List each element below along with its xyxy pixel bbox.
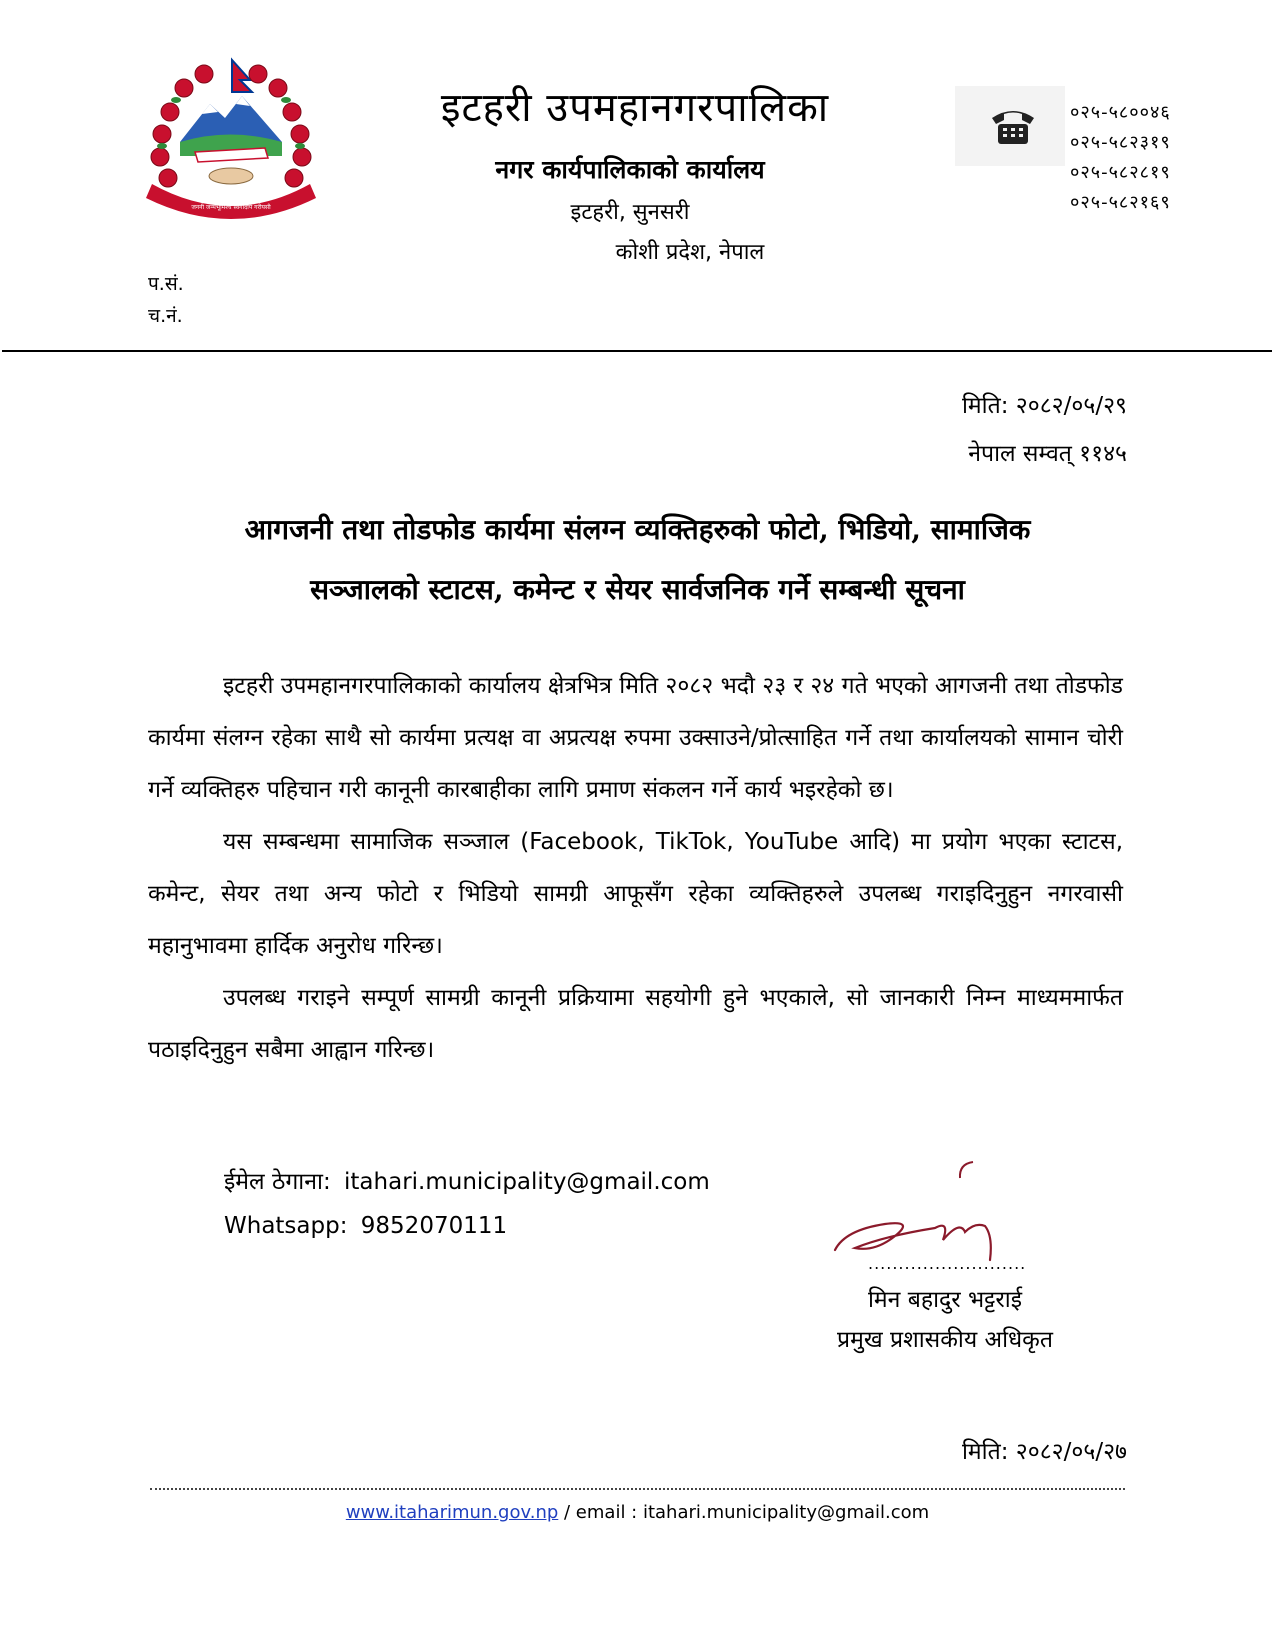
signing-date: मिति: २०८२/०५/२७ [961, 1439, 1127, 1465]
footer-separator: / email : [558, 1502, 643, 1523]
whatsapp-row [224, 1204, 710, 1248]
signer-title: प्रमुख प्रशासकीय अधिकृत [837, 1327, 1053, 1353]
email-address[interactable]: itahari.municipality@gmail.com [344, 1169, 710, 1195]
footer-divider [150, 1488, 1125, 1490]
phone-number: ०२५-५८२३१९ [1070, 132, 1171, 153]
org-subtitle: नगर कार्यपालिकाको कार्यालय [495, 155, 765, 184]
issue-date: मिति: २०८२/०५/२९ [961, 393, 1127, 419]
footer [150, 1502, 1125, 1523]
subject-line: आगजनी तथा तोडफोड कार्यमा संलग्न व्यक्तिहरुको फोटो, भिडियो, सामाजिक [244, 513, 1031, 546]
org-title: इटहरी उपमहानगरपालिका [440, 85, 830, 131]
subject-line: सञ्जालको स्टाटस, कमेन्ट र सेयर सार्वजनिक गर्ने सम्बन्धी सूचना [310, 573, 965, 606]
telephone-icon [988, 104, 1038, 148]
contact-block [224, 1160, 710, 1248]
email-label: ईमेल ठेगाना: [224, 1169, 331, 1195]
whatsapp-label: Whatsapp: [224, 1213, 348, 1239]
notice-body [148, 660, 1123, 1076]
signer-name: मिन बहादुर भट्टराई [867, 1287, 1023, 1313]
email-row [224, 1160, 710, 1204]
phone-number: ०२५-५८२१६९ [1070, 192, 1171, 213]
reference-number: प.सं. [148, 273, 184, 295]
nepal-emblem-icon [140, 52, 322, 222]
emblem-ribbon-text: जननी जन्मभूमिश्च स्वर्गादपि गरीयसी [191, 204, 271, 211]
dispatch-number: च.नं. [148, 305, 183, 327]
phone-number: ०२५-५८२८१९ [1070, 162, 1171, 183]
header-divider [2, 350, 1272, 352]
org-city: इटहरी, सुनसरी [570, 200, 690, 225]
website-link[interactable]: www.itaharimun.gov.np [345, 1502, 559, 1523]
notice-subject [150, 500, 1125, 620]
body-paragraph: इटहरी उपमहानगरपालिकाको कार्यालय क्षेत्रभित्र मिति २०८२ भदौ २३ र २४ गते भएको आगजनी तथा तोडफोड कार्यमा संलग्न रहेका साथै सो कार्यमा प्रत्यक्ष वा अप्रत्यक्ष रुपमा उक्साउने/प्रोत्साहित गर्ने तथा कार्यालयको सामान चोरी गर्ने व्यक्तिहरु पहिचान गरी कानूनी कारबाहीका लागि प्रमाण संकलन गर्ने कार्य भइरहेको छ। [148, 673, 1123, 803]
org-province: कोशी प्रदेश, नेपाल [615, 240, 765, 265]
whatsapp-number[interactable]: 9852070111 [360, 1213, 508, 1239]
footer-email[interactable]: itahari.municipality@gmail.com [642, 1502, 930, 1523]
signature-dots: .......................... [868, 1254, 1027, 1273]
body-paragraph: यस सम्बन्धमा सामाजिक सञ्जाल (Facebook, TikTok, YouTube आदि) मा प्रयोग भएका स्टाटस, कमेन्ट, सेयर तथा अन्य फोटो र भिडियो सामग्री आफूसँग रहेका व्यक्तिहरुले उपलब्ध गराइदिनुहुन नगरवासी महानुभावमा हार्दिक अनुरोध गरिन्छ। [148, 829, 1123, 959]
nepal-sambat-year: नेपाल सम्वत् ११४५ [968, 441, 1127, 467]
body-paragraph: उपलब्ध गराइने सम्पूर्ण सामग्री कानूनी प्रक्रियामा सहयोगी हुने भएकाले, सो जानकारी निम्न माध्यममार्फत पठाइदिनुहुन सबैमा आह्वान गरिन्छ। [148, 985, 1123, 1063]
phone-number: ०२५-५८००४६ [1070, 102, 1171, 123]
reference-block [148, 268, 184, 332]
phone-list [1070, 98, 1171, 218]
